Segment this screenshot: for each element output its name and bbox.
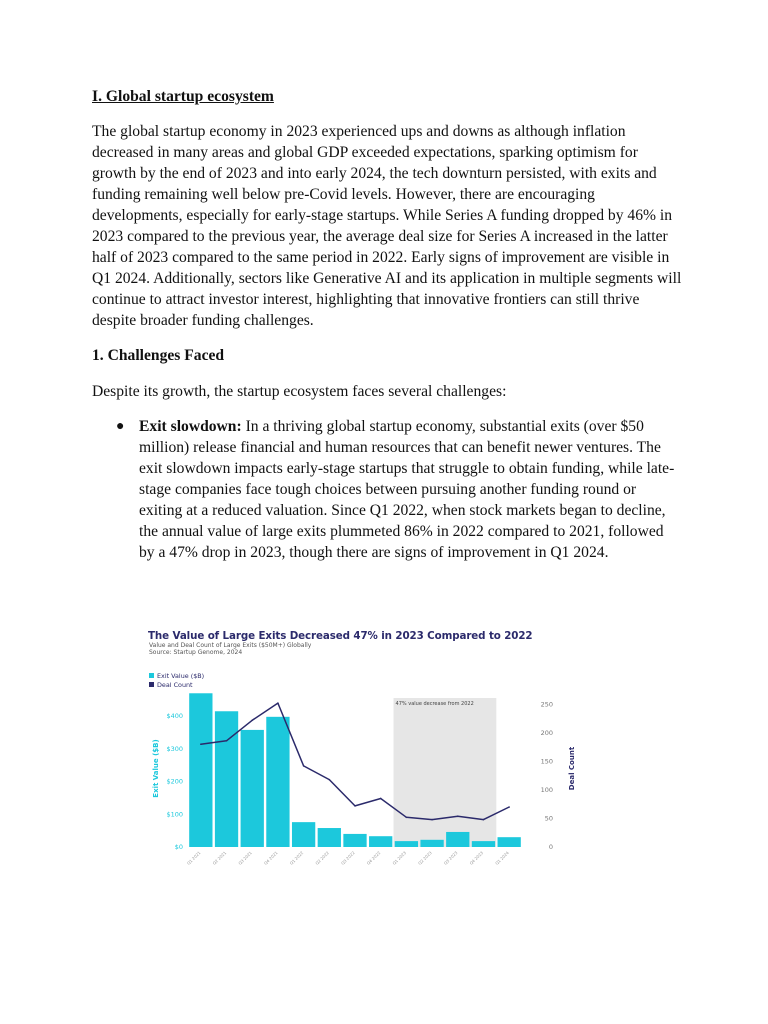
y-tick-right: 250 — [540, 700, 553, 709]
bar-exit-value — [343, 834, 366, 847]
y-tick-right: 200 — [540, 728, 553, 737]
x-tick-label: Q3 2022 — [340, 850, 356, 866]
bar-exit-value — [189, 693, 212, 847]
x-tick-label: Q2 2023 — [417, 850, 433, 866]
y-axis-label-left: Exit Value ($B) — [152, 739, 160, 798]
point-deal-count — [508, 806, 510, 808]
y-tick-left: $100 — [166, 810, 183, 819]
bar-exit-value — [369, 836, 392, 847]
bar-exit-value — [215, 711, 238, 847]
point-deal-count — [457, 815, 459, 817]
point-deal-count — [277, 702, 279, 704]
x-tick-label: Q4 2023 — [468, 850, 485, 866]
chart-title: The Value of Large Exits Decreased 47% in 2023 Compared to 2022 — [148, 630, 533, 642]
point-deal-count — [329, 779, 331, 781]
y-axis-label-right: Deal Count — [568, 746, 576, 791]
point-deal-count — [483, 819, 485, 821]
point-deal-count — [380, 798, 382, 800]
y-tick-right: 150 — [540, 757, 553, 766]
x-tick-label: Q3 2021 — [237, 850, 253, 866]
y-tick-right: 0 — [548, 843, 553, 851]
y-tick-left: $400 — [166, 712, 183, 721]
y-tick-right: 50 — [544, 814, 553, 823]
list-item — [92, 416, 682, 563]
bullet-label: Exit slowdown: — [139, 418, 242, 435]
bar-exit-value — [498, 837, 521, 847]
point-deal-count — [251, 719, 253, 721]
chart-subtitle: Value and Deal Count of Large Exits ($50M+) Globally — [149, 642, 312, 649]
x-tick-label: Q1 2024 — [494, 850, 510, 866]
bullet-text: In a thriving global startup economy, substantial exits (over $50 million) release financial and human resources that can benefit newer ventures. The exit slowdown impacts early-stage startups that struggle to obtain funding, while late-stage companies face tough choices between pursuing another funding round or exiting at a reduced valuation. Since Q1 2022, when stock markets began to decline, the annual value of large exits plummeted 86% in 2022 compared to 2021, followed by a 47% drop in 2023, though there are signs of improvement in Q1 2024. — [139, 418, 675, 561]
x-tick-label: Q1 2022 — [288, 850, 305, 866]
subsection-intro: Despite its growth, the startup ecosystem faces several challenges: — [92, 383, 507, 400]
point-deal-count — [406, 817, 408, 819]
bar-exit-value — [472, 841, 495, 847]
point-deal-count — [303, 765, 305, 767]
y-tick-right: 100 — [540, 785, 553, 794]
x-tick-label: Q3 2023 — [442, 850, 459, 866]
y-tick-left: $200 — [166, 777, 183, 786]
bar-exit-value — [241, 730, 264, 847]
legend-label: Deal Count — [157, 680, 193, 689]
x-tick-label: Q4 2022 — [365, 850, 382, 866]
annotation-label: 47% value decrease from 2022 — [395, 701, 474, 707]
bar-exit-value — [266, 717, 289, 847]
point-deal-count — [200, 743, 202, 745]
bullet-icon: ● — [116, 419, 125, 434]
chart-plot — [140, 622, 580, 872]
point-deal-count — [226, 740, 228, 742]
x-tick-label: Q2 2021 — [211, 850, 228, 866]
x-tick-label: Q1 2023 — [391, 850, 408, 866]
point-deal-count — [354, 805, 356, 807]
bar-exit-value — [318, 828, 341, 847]
legend-label: Exit Value ($B) — [157, 671, 205, 680]
intro-paragraph: The global startup economy in 2023 experienced ups and downs as although inflation decreased in many areas and global GDP exceeded expectations, sparking optimism for growth by the end of 2023 and into early 2024, the tech downturn persisted, with exits and funding remaining well below pre-Covid levels. However, there are encouraging developments, especially for early-stage startups. While Series A funding dropped by 46% in 2023 compared to the previous year, the average deal size for Series A increased in the latter half of 2023 compared to the same period in 2022. Early signs of improvement are visible in Q1 2024. Additionally, sectors like Generative AI and its application in multiple segments will continue to attract investor interest, highlighting that innovative frontiers can still thrive despite broader funding challenges. — [92, 123, 682, 329]
bar-exit-value — [420, 840, 443, 847]
y-tick-left: $0 — [174, 843, 183, 851]
point-deal-count — [431, 819, 433, 821]
x-tick-label: Q1 2021 — [185, 850, 202, 866]
bar-exit-value — [395, 841, 418, 847]
bar-exit-value — [292, 822, 315, 847]
x-tick-label: Q4 2021 — [262, 850, 279, 866]
bar-exit-value — [446, 832, 469, 847]
chart-source: Source: Startup Genome, 2024 — [149, 649, 243, 656]
exit-value-chart — [140, 622, 580, 872]
y-tick-left: $300 — [166, 744, 183, 753]
x-tick-label: Q2 2022 — [314, 850, 331, 866]
annotation-region — [394, 698, 497, 847]
bullet-list — [92, 416, 682, 563]
section-heading: I. Global startup ecosystem — [92, 88, 274, 105]
document-body — [92, 86, 682, 563]
subsection-heading: 1. Challenges Faced — [92, 347, 225, 364]
